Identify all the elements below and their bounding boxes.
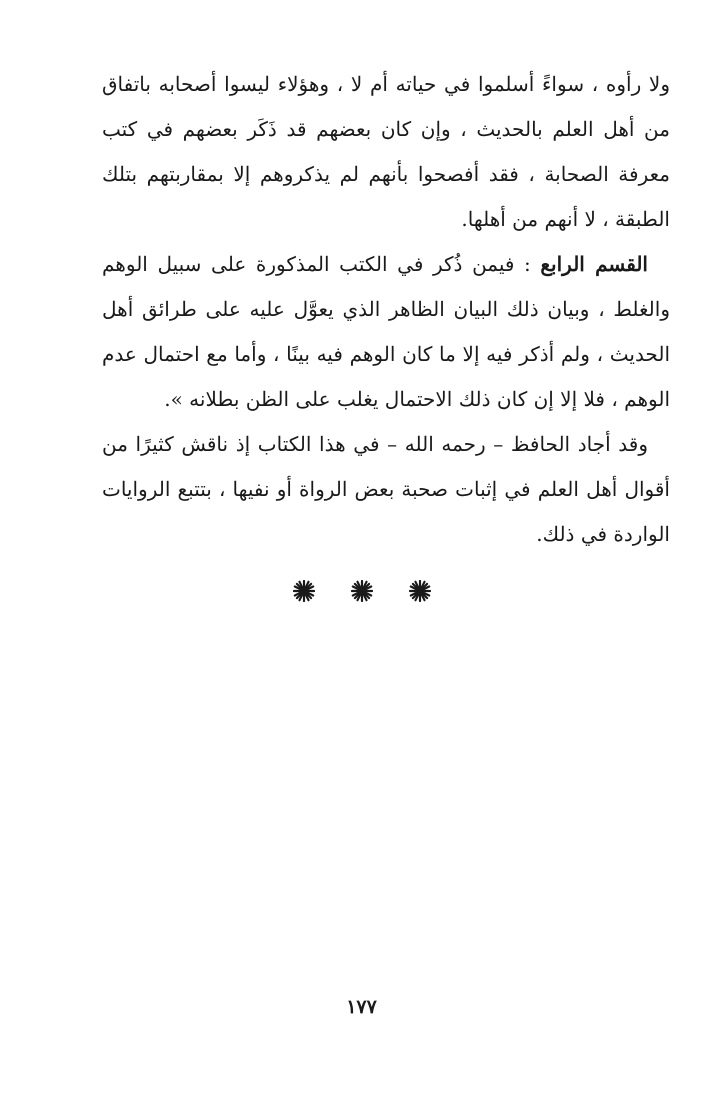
- paragraph-1: ولا رأوه ، سواءً أسلموا في حياته أم لا ، وهؤلاء ليسوا أصحابه باتفاق من أهل العلم بالحديث ، وإن كان بعضهم قد ذَكَر بعضهم في كتب معرفة الصحابة ، فقد أفصحوا بأنهم لم يذكروهم إلا بمقاربتهم بتلك الطبقة ، لا أنهم من أهلها.: [102, 72, 670, 231]
- section-heading: القسم الرابع: [540, 252, 648, 276]
- paragraph-2: [102, 242, 670, 422]
- paragraph-2-text: : فيمن ذُكر في الكتب المذكورة على سبيل الوهم والغلط ، وبيان ذلك البيان الظاهر الذي يعوَّل عليه على طرائق أهل الحديث ، ولم أذكر فيه إلا ما كان الوهم فيه بينًا ، وأما مع احتمال عدم الوهم ، فلا إلا إن كان ذلك الاحتمال يغلب على الظن بطلانه ».: [102, 252, 670, 411]
- asterisk-ornament-icon: [351, 580, 373, 602]
- section-separator: [0, 574, 723, 608]
- asterisk-ornament-icon: [293, 580, 315, 602]
- main-text: [102, 62, 670, 557]
- paragraph-3: وقد أجاد الحافظ – رحمه الله – في هذا الكتاب إذ ناقش كثيرًا من أقوال أهل العلم في إثبات صحبة بعض الرواة أو نفيها ، بتتبع الروايات الواردة في ذلك.: [102, 432, 670, 546]
- asterisk-ornament-icon: [409, 580, 431, 602]
- page-number: ١٧٧: [346, 996, 377, 1018]
